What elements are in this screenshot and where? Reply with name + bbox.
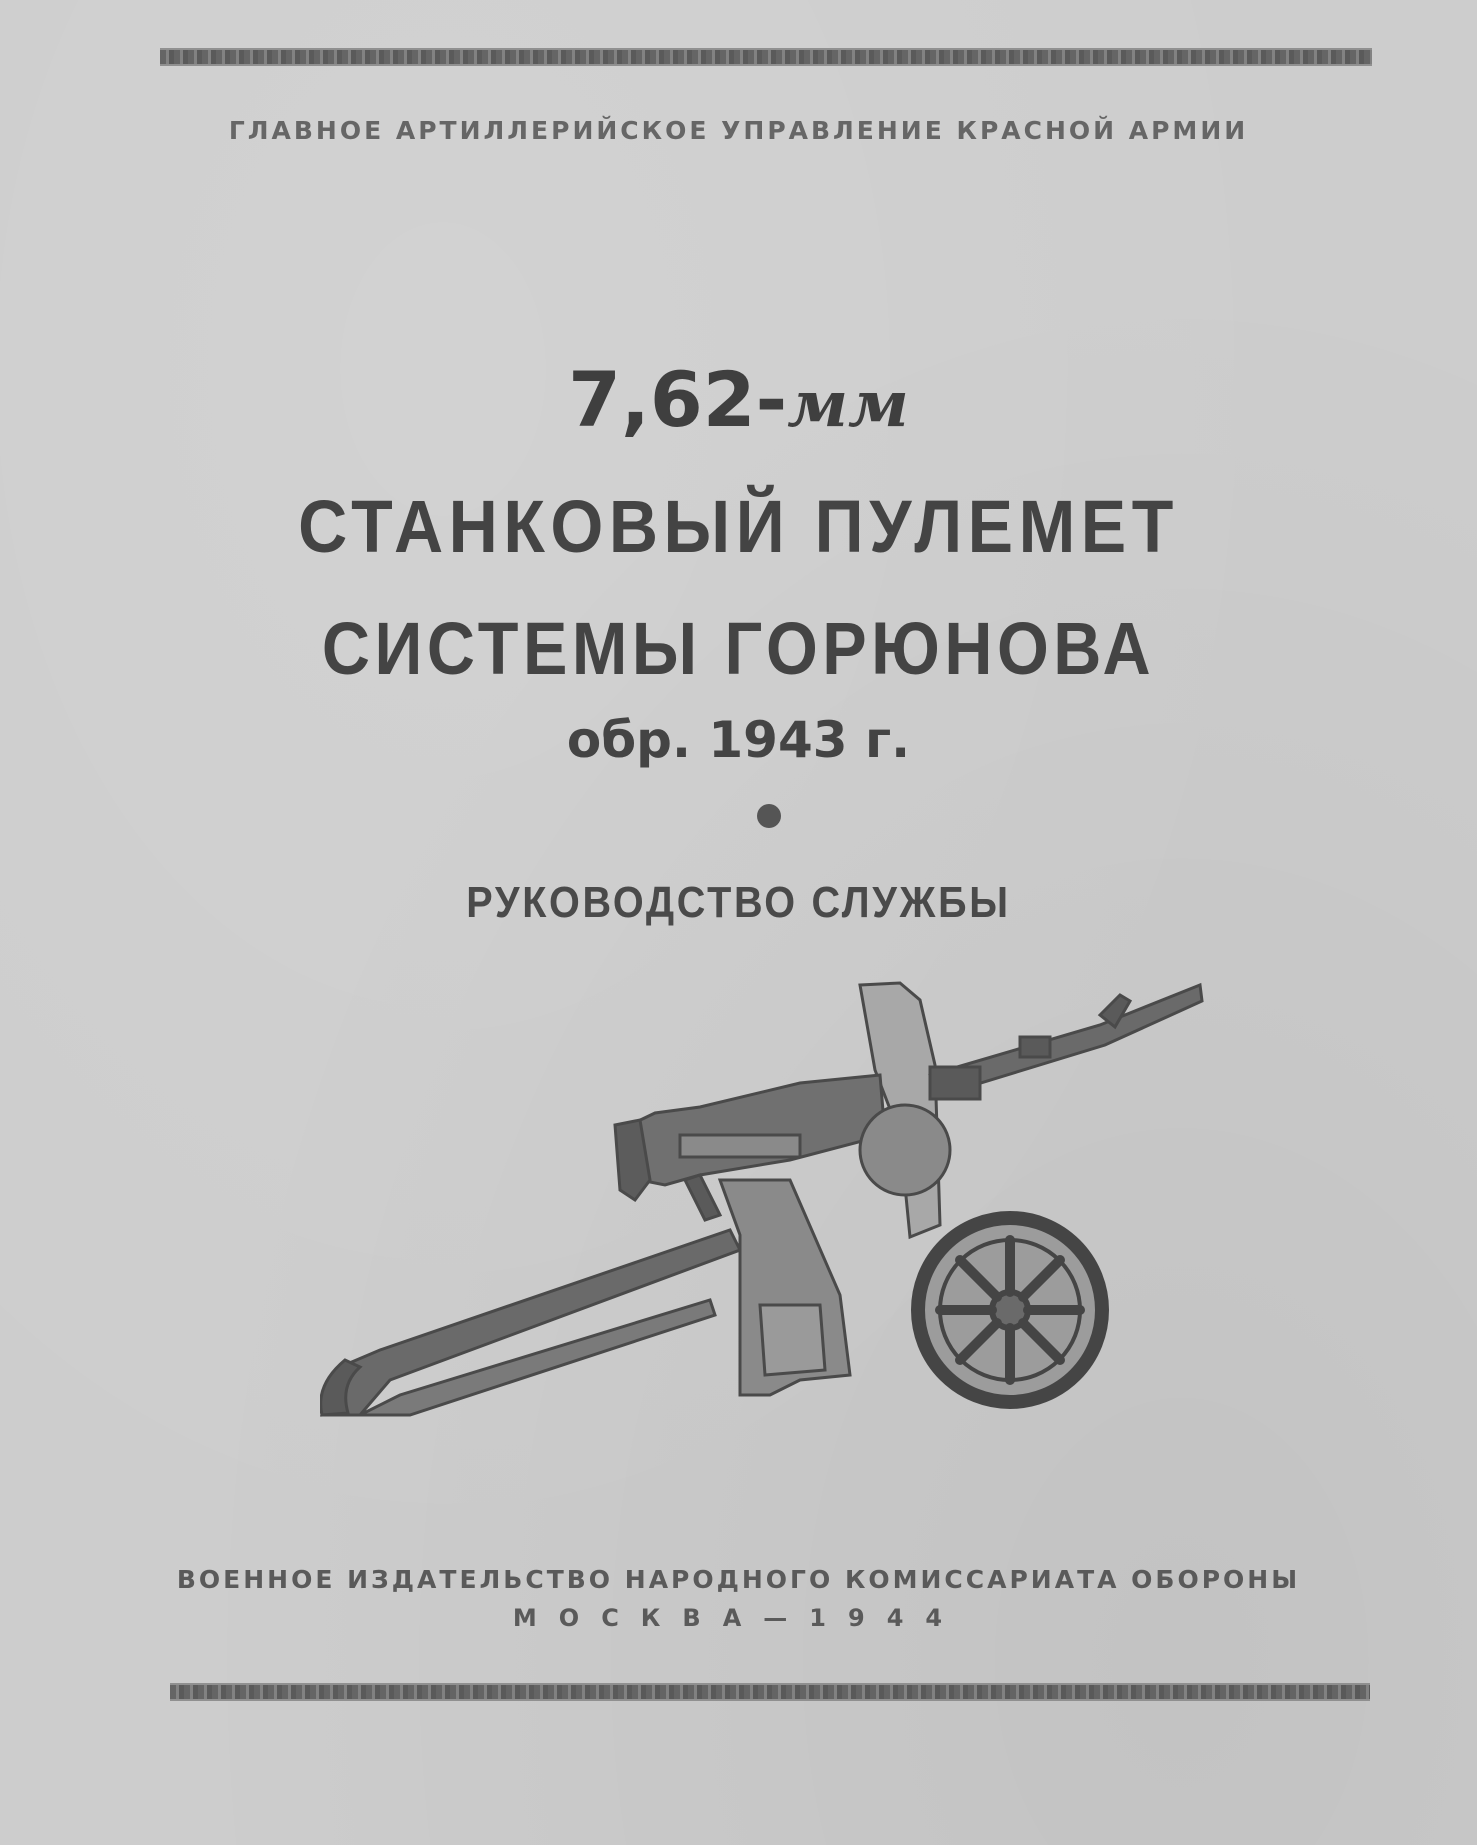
top-rule [160,48,1372,66]
publisher-name: ВОЕННОЕ ИЗДАТЕЛЬСТВО НАРОДНОГО КОМИССАРИАТА ОБОРОНЫ [176,1565,1301,1594]
document-subtitle: РУКОВОДСТВО СЛУЖБЫ [466,878,1011,927]
caliber-heading [0,355,1477,444]
caliber-unit: мм [787,367,909,442]
machine-gun-illustration [320,975,1220,1435]
city-and-year: МОСКВА—1944 [512,1604,965,1632]
bottom-rule [170,1683,1370,1701]
model-year: обр. 1943 г. [566,711,911,769]
issuing-authority: ГЛАВНОЕ АРТИЛЛЕРИЙСКОЕ УПРАВЛЕНИЕ КРАСНОЙ АРМИИ [228,116,1249,145]
bullet-dot [757,804,781,828]
caliber-number: 7,62- [568,355,788,444]
title-line-1: СТАНКОВЫЙ ПУЛЕМЕТ [298,485,1179,568]
title-line-2: СИСТЕМЫ ГОРЮНОВА [321,607,1156,690]
